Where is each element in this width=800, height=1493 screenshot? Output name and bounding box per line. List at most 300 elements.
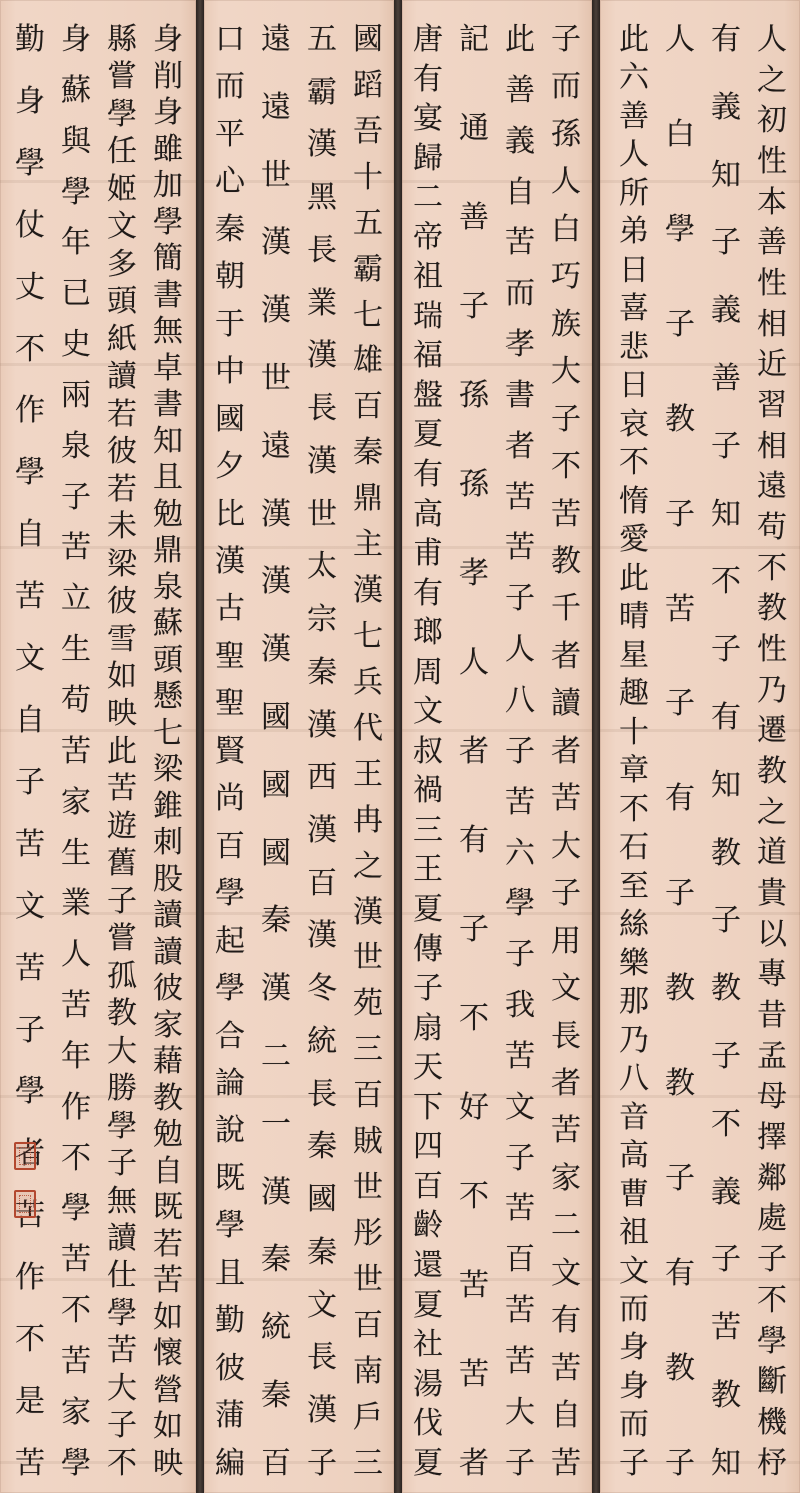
glyph: 霸	[353, 251, 383, 287]
glyph: 夏	[413, 892, 443, 928]
glyph: 高	[413, 496, 443, 532]
glyph: 而	[215, 69, 245, 105]
glyph: 統	[261, 1310, 291, 1346]
glyph: 傳	[413, 931, 443, 967]
glyph: 雪	[107, 621, 137, 657]
glyph: 讀	[107, 1221, 137, 1256]
scroll-gap	[394, 0, 402, 1493]
glyph: 學	[61, 1445, 91, 1481]
glyph: 而	[551, 69, 581, 105]
glyph: 遠	[261, 22, 291, 57]
glyph: 子	[665, 876, 695, 912]
glyph: 苦	[551, 496, 581, 532]
glyph: 宴	[413, 101, 443, 137]
glyph: 教	[665, 971, 695, 1007]
glyph: 如	[153, 1299, 183, 1335]
glyph: 義	[505, 123, 535, 159]
glyph: 是	[15, 1383, 45, 1419]
glyph: 相	[757, 428, 787, 464]
glyph: 文	[505, 1089, 535, 1125]
glyph: 者	[551, 1065, 581, 1101]
glyph: 學	[757, 1323, 787, 1359]
glyph: 如	[153, 1409, 183, 1444]
glyph: 長	[307, 1076, 337, 1112]
glyph: 子	[505, 581, 535, 617]
glyph: 心	[215, 164, 245, 200]
glyph: 知	[711, 767, 741, 803]
glyph: 彼	[153, 971, 183, 1006]
glyph: 教	[551, 543, 581, 579]
glyph: 盤	[413, 377, 443, 413]
glyph: 子	[107, 1146, 137, 1182]
glyph: 二	[261, 1038, 291, 1074]
glyph: 之	[353, 848, 383, 884]
glyph: 者	[505, 428, 535, 464]
glyph: 樂	[619, 945, 649, 981]
glyph: 蘇	[153, 606, 183, 641]
glyph: 人	[665, 22, 695, 57]
glyph: 霸	[307, 74, 337, 110]
glyph: 人	[505, 632, 535, 668]
glyph: 舊	[107, 846, 137, 882]
text-column	[612, 22, 656, 1482]
glyph: 自	[15, 517, 45, 553]
glyph: 子	[619, 1445, 649, 1481]
glyph: 星	[619, 637, 649, 673]
glyph: 映	[107, 696, 137, 732]
glyph: 苦	[15, 579, 45, 615]
glyph: 杼	[757, 1445, 787, 1481]
glyph: 多	[107, 246, 137, 282]
glyph: 那	[619, 984, 649, 1020]
glyph: 漢	[261, 632, 291, 668]
glyph: 秦	[261, 1242, 291, 1278]
glyph: 子	[665, 1161, 695, 1197]
glyph: 苦	[505, 1343, 535, 1379]
glyph: 紙	[107, 321, 137, 357]
glyph: 勝	[107, 1071, 137, 1107]
glyph: 未	[107, 509, 137, 545]
glyph: 子	[413, 971, 443, 1007]
glyph: 漢	[215, 543, 245, 579]
glyph: 教	[757, 754, 787, 790]
glyph: 于	[215, 306, 245, 342]
glyph: 大	[551, 828, 581, 864]
glyph: 世	[353, 940, 383, 976]
glyph: 家	[153, 1007, 183, 1043]
glyph: 人	[757, 22, 787, 57]
glyph: 讀	[153, 934, 183, 970]
glyph: 若	[153, 1226, 183, 1262]
glyph: 已	[61, 276, 91, 312]
glyph: 八	[619, 1061, 649, 1097]
glyph: 苦	[665, 591, 695, 627]
glyph: 有	[665, 1255, 695, 1291]
glyph: 苦	[505, 530, 535, 566]
glyph: 不	[551, 449, 581, 485]
glyph: 黑	[307, 180, 337, 216]
glyph: 讀	[107, 359, 137, 395]
glyph: 二	[413, 180, 443, 216]
glyph: 知	[711, 157, 741, 193]
glyph: 道	[757, 835, 787, 871]
glyph: 至	[619, 868, 649, 904]
text-column	[54, 22, 98, 1482]
glyph: 編	[215, 1445, 245, 1481]
text-column	[452, 22, 496, 1482]
glyph: 家	[551, 1160, 581, 1196]
glyph: 不	[15, 331, 45, 367]
glyph: 藉	[153, 1044, 183, 1079]
glyph: 百	[261, 1445, 291, 1481]
glyph: 若	[107, 471, 137, 507]
glyph: 古	[215, 591, 245, 627]
glyph: 勉	[153, 496, 183, 532]
glyph: 漢	[261, 496, 291, 532]
glyph: 鄰	[757, 1160, 787, 1196]
glyph: 秦	[261, 1377, 291, 1413]
glyph: 漢	[261, 293, 291, 329]
glyph: 義	[711, 1174, 741, 1210]
glyph: 一	[261, 1106, 291, 1142]
glyph: 勤	[215, 1303, 245, 1339]
glyph: 書	[153, 277, 183, 313]
glyph: 孟	[757, 1038, 787, 1074]
glyph: 善	[505, 72, 535, 108]
glyph: 既	[153, 1190, 183, 1225]
glyph: 子	[711, 225, 741, 261]
glyph: 彼	[215, 1350, 245, 1386]
glyph: 者	[459, 734, 489, 769]
glyph: 苦	[15, 950, 45, 986]
glyph: 削	[153, 58, 183, 94]
glyph: 比	[215, 496, 245, 532]
glyph: 三	[413, 812, 443, 848]
glyph: 漢	[307, 918, 337, 954]
glyph: 大	[551, 354, 581, 390]
glyph: 七	[353, 618, 383, 654]
glyph: 身	[153, 22, 183, 57]
glyph: 機	[757, 1404, 787, 1440]
glyph: 身	[619, 1330, 649, 1366]
glyph: 甫	[413, 536, 443, 572]
glyph: 國	[261, 767, 291, 803]
glyph: 子	[551, 22, 581, 57]
glyph: 不	[711, 1106, 741, 1142]
glyph: 蒲	[215, 1398, 245, 1434]
glyph: 作	[61, 1089, 91, 1125]
glyph: 斷	[757, 1364, 787, 1400]
glyph: 之	[757, 62, 787, 98]
glyph: 合	[215, 1018, 245, 1054]
glyph: 福	[413, 338, 443, 374]
glyph: 子	[711, 903, 741, 939]
glyph: 身	[61, 22, 91, 57]
glyph: 苦	[505, 1293, 535, 1329]
glyph: 國	[261, 835, 291, 871]
glyph: 近	[757, 347, 787, 383]
glyph: 漢	[307, 707, 337, 743]
glyph: 勤	[15, 22, 45, 57]
glyph: 遷	[757, 713, 787, 749]
glyph: 漢	[307, 443, 337, 479]
glyph: 下	[413, 1089, 443, 1125]
glyph: 鼎	[353, 481, 383, 517]
glyph: 人	[551, 164, 581, 200]
glyph: 百	[353, 389, 383, 425]
glyph: 嘗	[107, 59, 137, 95]
glyph: 頭	[107, 284, 137, 320]
glyph: 學	[215, 876, 245, 912]
glyph: 既	[215, 1160, 245, 1196]
glyph: 子	[551, 401, 581, 437]
glyph: 性	[757, 144, 787, 180]
glyph: 宗	[307, 602, 337, 638]
glyph: 生	[61, 632, 91, 668]
glyph: 性	[757, 632, 787, 668]
scroll-4	[600, 0, 800, 1493]
glyph: 懸	[153, 679, 183, 714]
glyph: 者	[459, 1446, 489, 1481]
text-column	[8, 22, 52, 1482]
glyph: 夏	[413, 417, 443, 453]
glyph: 尚	[215, 781, 245, 817]
glyph: 映	[153, 1445, 183, 1481]
glyph: 愛	[619, 522, 649, 558]
glyph: 石	[619, 830, 649, 866]
glyph: 長	[551, 1018, 581, 1054]
glyph: 此	[107, 733, 137, 769]
text-column	[498, 22, 542, 1482]
glyph: 苦	[61, 1343, 91, 1379]
glyph: 子	[61, 479, 91, 515]
glyph: 人	[459, 645, 489, 680]
glyph: 教	[665, 1350, 695, 1386]
glyph: 五	[353, 205, 383, 241]
glyph: 漢	[307, 127, 337, 163]
glyph: 有	[551, 1303, 581, 1339]
glyph: 我	[505, 988, 535, 1024]
glyph: 子	[665, 306, 695, 342]
glyph: 人	[619, 137, 649, 173]
glyph: 子	[107, 883, 137, 919]
glyph: 秦	[307, 1234, 337, 1270]
glyph: 學	[15, 1074, 45, 1110]
glyph: 而	[619, 1291, 649, 1327]
glyph: 起	[215, 923, 245, 959]
glyph: 百	[353, 1307, 383, 1343]
glyph: 子	[505, 1140, 535, 1176]
glyph: 苦	[15, 1445, 45, 1481]
glyph: 文	[15, 641, 45, 677]
glyph: 世	[353, 1261, 383, 1297]
glyph: 教	[711, 1377, 741, 1413]
glyph: 記	[459, 22, 489, 57]
seal-stamp	[14, 1190, 36, 1218]
glyph: 蘇	[61, 72, 91, 108]
glyph: 六	[619, 60, 649, 96]
glyph: 漢	[261, 971, 291, 1007]
glyph: 天	[413, 1050, 443, 1086]
glyph: 文	[551, 971, 581, 1007]
glyph: 孫	[551, 116, 581, 152]
glyph: 有	[711, 699, 741, 735]
glyph: 秦	[215, 211, 245, 247]
glyph: 戶	[353, 1399, 383, 1435]
glyph: 泉	[153, 569, 183, 605]
glyph: 有	[665, 781, 695, 817]
glyph: 錐	[153, 788, 183, 824]
glyph: 國	[307, 1182, 337, 1218]
glyph: 所	[619, 175, 649, 211]
text-column	[406, 22, 450, 1482]
glyph: 四	[413, 1129, 443, 1165]
glyph: 家	[61, 784, 91, 820]
glyph: 惰	[619, 483, 649, 519]
glyph: 不	[619, 791, 649, 827]
glyph: 作	[15, 393, 45, 429]
glyph: 子	[711, 632, 741, 668]
glyph: 而	[505, 276, 535, 312]
glyph: 頭	[153, 642, 183, 678]
glyph: 世	[261, 360, 291, 396]
glyph: 此	[619, 22, 649, 57]
glyph: 晴	[619, 599, 649, 635]
glyph: 不	[15, 1322, 45, 1358]
glyph: 百	[215, 828, 245, 864]
glyph: 母	[757, 1079, 787, 1115]
glyph: 苦	[107, 771, 137, 807]
glyph: 孝	[459, 556, 489, 591]
glyph: 史	[61, 327, 91, 363]
glyph: 扇	[413, 1010, 443, 1046]
glyph: 還	[413, 1247, 443, 1283]
glyph: 平	[215, 116, 245, 152]
glyph: 不	[459, 1001, 489, 1036]
glyph: 身	[15, 83, 45, 119]
glyph: 以	[757, 916, 787, 952]
glyph: 高	[619, 1138, 649, 1174]
glyph: 任	[107, 134, 137, 170]
glyph: 讀	[551, 686, 581, 722]
glyph: 處	[757, 1201, 787, 1237]
glyph: 禍	[413, 773, 443, 809]
glyph: 貴	[757, 876, 787, 912]
glyph: 國	[215, 401, 245, 437]
glyph: 如	[107, 658, 137, 694]
glyph: 百	[353, 1078, 383, 1114]
glyph: 秦	[307, 654, 337, 690]
glyph: 統	[307, 1023, 337, 1059]
glyph: 遠	[757, 469, 787, 505]
glyph: 孫	[459, 378, 489, 413]
glyph: 五	[307, 22, 337, 57]
glyph: 王	[353, 756, 383, 792]
glyph: 叔	[413, 733, 443, 769]
glyph: 三	[353, 1445, 383, 1481]
glyph: 秦	[353, 435, 383, 471]
glyph: 夕	[215, 449, 245, 485]
glyph: 祖	[413, 259, 443, 295]
glyph: 善	[459, 200, 489, 235]
glyph: 苦	[459, 1268, 489, 1303]
glyph: 百	[413, 1168, 443, 1204]
text-column	[100, 22, 144, 1482]
glyph: 唐	[413, 22, 443, 57]
glyph: 苦	[505, 479, 535, 515]
text-column	[346, 22, 390, 1482]
glyph: 冬	[307, 971, 337, 1007]
glyph: 簡	[153, 241, 183, 276]
glyph: 千	[551, 591, 581, 627]
glyph: 子	[551, 876, 581, 912]
glyph: 大	[107, 1033, 137, 1069]
glyph: 曹	[619, 1176, 649, 1212]
glyph: 知	[153, 423, 183, 459]
glyph: 不	[757, 1282, 787, 1318]
glyph: 文	[413, 694, 443, 730]
glyph: 論	[215, 1065, 245, 1101]
glyph: 子	[15, 764, 45, 800]
glyph: 者	[551, 638, 581, 674]
glyph: 好	[459, 1090, 489, 1125]
glyph: 百	[307, 865, 337, 901]
glyph: 此	[619, 560, 649, 596]
glyph: 此	[505, 22, 535, 57]
glyph: 主	[353, 527, 383, 563]
glyph: 梁	[153, 752, 183, 787]
glyph: 不	[107, 1445, 137, 1481]
glyph: 大	[107, 1370, 137, 1406]
glyph: 二	[551, 1208, 581, 1244]
glyph: 漢	[307, 1393, 337, 1429]
glyph: 知	[711, 496, 741, 532]
glyph: 趣	[619, 676, 649, 712]
glyph: 學	[15, 455, 45, 491]
glyph: 子	[757, 1242, 787, 1278]
glyph: 不	[459, 1179, 489, 1214]
glyph: 文	[107, 209, 137, 245]
glyph: 且	[153, 460, 183, 495]
glyph: 昔	[757, 998, 787, 1034]
glyph: 伐	[413, 1406, 443, 1442]
glyph: 學	[215, 971, 245, 1007]
glyph: 大	[505, 1394, 535, 1430]
glyph: 年	[61, 1038, 91, 1074]
glyph: 若	[107, 396, 137, 432]
glyph: 家	[61, 1394, 91, 1430]
glyph: 知	[711, 1445, 741, 1481]
glyph: 不	[619, 445, 649, 481]
glyph: 八	[505, 682, 535, 718]
glyph: 用	[551, 923, 581, 959]
glyph: 悲	[619, 329, 649, 365]
glyph: 彼	[107, 584, 137, 620]
glyph: 有	[413, 457, 443, 493]
glyph: 遠	[261, 428, 291, 464]
glyph: 冉	[353, 802, 383, 838]
glyph: 遠	[261, 89, 291, 125]
glyph: 夏	[413, 1287, 443, 1323]
glyph: 書	[153, 387, 183, 422]
glyph: 漢	[261, 225, 291, 261]
glyph: 子	[711, 1038, 741, 1074]
text-column	[254, 22, 298, 1482]
glyph: 瑞	[413, 298, 443, 334]
glyph: 者	[15, 1136, 45, 1172]
glyph: 哀	[619, 406, 649, 442]
glyph: 喜	[619, 291, 649, 327]
